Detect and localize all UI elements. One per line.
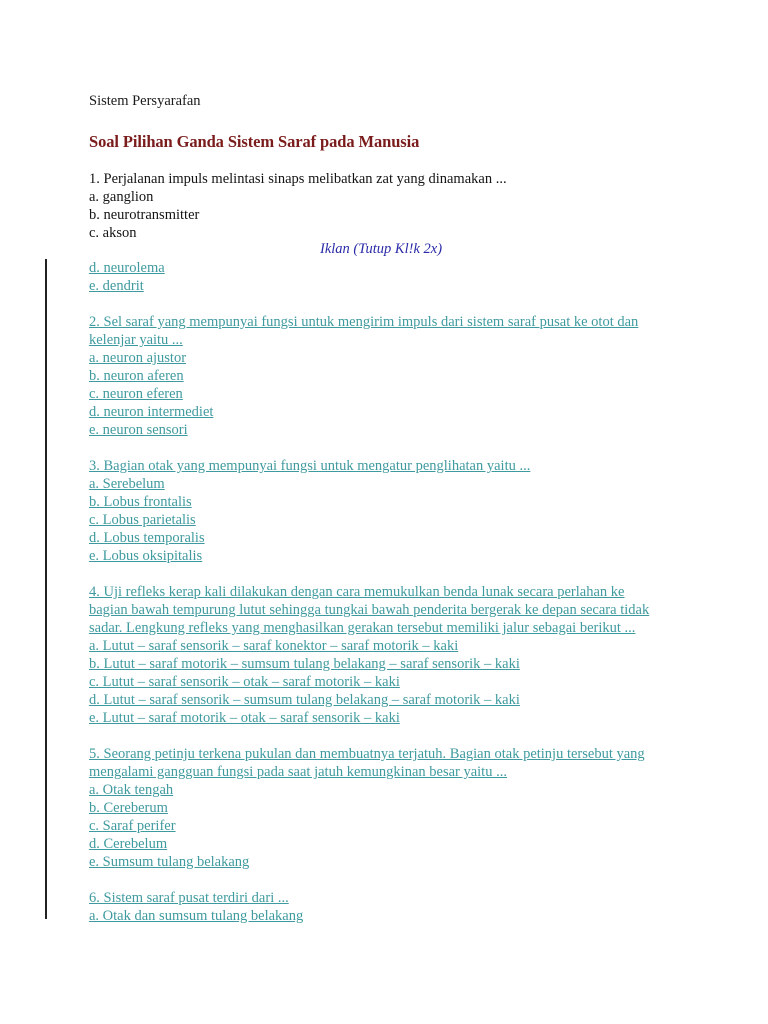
- question-1-option-d-link[interactable]: d. neurolema: [89, 260, 165, 276]
- question-3-option-b[interactable]: b. Lobus frontalis: [89, 494, 192, 510]
- document-label: Sistem Persyarafan: [89, 93, 201, 109]
- question-1: [89, 170, 507, 242]
- question-2-option-c[interactable]: c. neuron eferen: [89, 386, 183, 402]
- question-4-text-line-3[interactable]: sadar. Lengkung refleks yang menghasilkan gerakan tersebut memiliki jalur sebagai berikut ...: [89, 620, 636, 636]
- question-3-option-c[interactable]: c. Lobus parietalis: [89, 512, 196, 528]
- question-3-text[interactable]: 3. Bagian otak yang mempunyai fungsi untuk mengatur penglihatan yaitu ...: [89, 458, 531, 474]
- question-2-option-a[interactable]: a. neuron ajustor: [89, 350, 187, 366]
- question-4-option-a[interactable]: a. Lutut – saraf sensorik – saraf konektor – saraf motorik – kaki: [89, 638, 459, 654]
- question-1-option-c: c. akson: [89, 225, 137, 241]
- question-2-option-b[interactable]: b. neuron aferen: [89, 368, 184, 384]
- ad-close-link[interactable]: Iklan (Tutup Kl!k 2x): [320, 241, 443, 257]
- question-2-option-e[interactable]: e. neuron sensori: [89, 422, 188, 438]
- question-5-text-line-1[interactable]: 5. Seorang petinju terkena pukulan dan membuatnya terjatuh. Bagian otak petinju tersebut yang: [89, 746, 645, 762]
- question-2-text-line-1[interactable]: 2. Sel saraf yang mempunyai fungsi untuk mengirim impuls dari sistem saraf pusat ke otot dan: [89, 314, 639, 330]
- question-2-text-line-2[interactable]: kelenjar yaitu ...: [89, 332, 183, 348]
- question-4-text-line-1[interactable]: 4. Uji refleks kerap kali dilakukan dengan cara memukulkan benda lunak secara perlahan ke: [89, 584, 625, 600]
- question-4-text-line-2[interactable]: bagian bawah tempurung lutut sehingga tungkai bawah penderita bergerak ke depan secara tidak: [89, 602, 650, 618]
- question-1-option-b: b. neurotransmitter: [89, 207, 200, 223]
- question-5-option-c[interactable]: c. Saraf perifer: [89, 818, 176, 834]
- question-3-option-d[interactable]: d. Lobus temporalis: [89, 530, 205, 546]
- question-5-option-b[interactable]: b. Cereberum: [89, 800, 168, 816]
- question-2-option-d[interactable]: d. neuron intermediet: [89, 404, 214, 420]
- question-6-text[interactable]: 6. Sistem saraf pusat terdiri dari ...: [89, 890, 289, 906]
- question-3-option-a[interactable]: a. Serebelum: [89, 476, 165, 492]
- question-4-option-d[interactable]: d. Lutut – saraf sensorik – sumsum tulang belakang – saraf motorik – kaki: [89, 692, 520, 708]
- question-3: [89, 457, 689, 565]
- question-4-option-e[interactable]: e. Lutut – saraf motorik – otak – saraf sensorik – kaki: [89, 710, 400, 726]
- question-5-option-e[interactable]: e. Sumsum tulang belakang: [89, 854, 250, 870]
- question-5-option-a[interactable]: a. Otak tengah: [89, 782, 174, 798]
- page-title: Soal Pilihan Ganda Sistem Saraf pada Manusia: [89, 132, 420, 151]
- question-5-text-line-2[interactable]: mengalami gangguan fungsi pada saat jatuh kemungkinan besar yaitu ...: [89, 764, 507, 780]
- question-1-option-a: a. ganglion: [89, 189, 154, 205]
- question-6: [89, 889, 689, 925]
- question-3-option-e[interactable]: e. Lobus oksipitalis: [89, 548, 203, 564]
- question-5-option-d[interactable]: d. Cerebelum: [89, 836, 168, 852]
- question-5: [89, 745, 689, 871]
- question-1-linked-options: [89, 259, 689, 295]
- question-4-option-b[interactable]: b. Lutut – saraf motorik – sumsum tulang belakang – saraf sensorik – kaki: [89, 656, 520, 672]
- question-4-option-c[interactable]: c. Lutut – saraf sensorik – otak – saraf motorik – kaki: [89, 674, 400, 690]
- question-1-text: 1. Perjalanan impuls melintasi sinaps melibatkan zat yang dinamakan ...: [89, 171, 507, 187]
- question-1-option-e-link[interactable]: e. dendrit: [89, 278, 144, 294]
- margin-divider-line: [45, 259, 47, 919]
- question-6-option-a[interactable]: a. Otak dan sumsum tulang belakang: [89, 908, 304, 924]
- linked-content: [89, 259, 689, 943]
- question-2: [89, 313, 689, 439]
- question-4: [89, 583, 689, 727]
